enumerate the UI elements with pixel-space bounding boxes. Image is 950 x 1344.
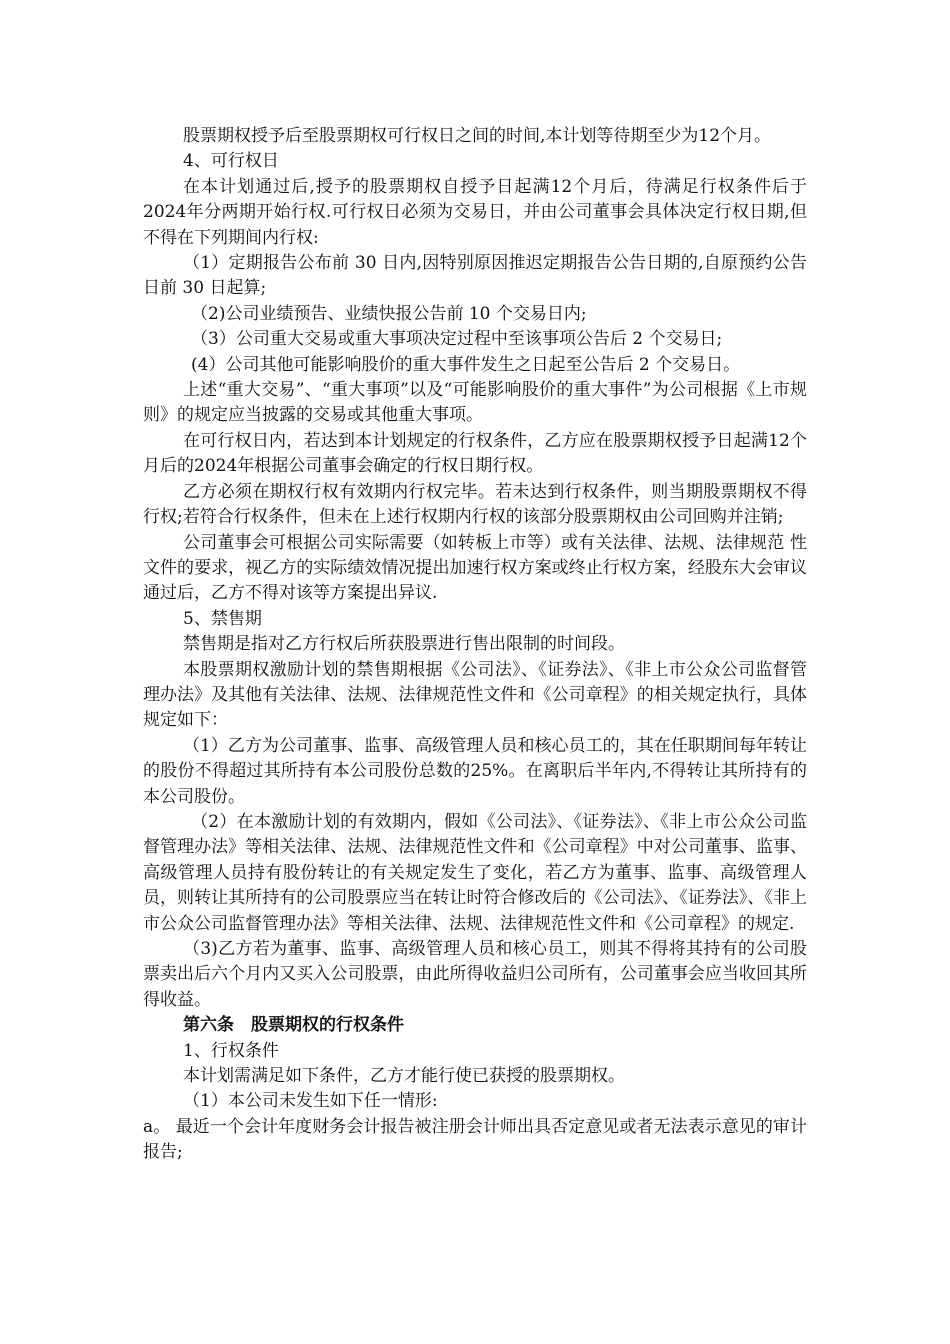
article-heading-exercise-conditions: 第六条 股票期权的行权条件 [183, 1015, 404, 1036]
section-heading-lockup: 5、禁售期 [183, 608, 262, 629]
section-heading-exercisable-date: 4、可行权日 [183, 151, 279, 172]
paragraph-exercisable-date: 在本计划通过后,授予的股票期权自授予日起满12个月后，待满足行权条件后于2024年分两期开始行权.可行权日必须为交易日，并由公司董事会具体决定行权日期,但不得在下列期间内行权: [143, 176, 807, 248]
paragraph-exercise-completion: 乙方必须在期权行权有效期内行权完毕。若未达到行权条件，则当期股票期权不得行权;若符合行权条件，但未在上述行权期内行权的该部分股票期权由公司回购并注销; [143, 481, 807, 528]
document-body [143, 124, 807, 1166]
list-item-condition-1: （1）本公司未发生如下任一情形: [183, 1091, 438, 1112]
paragraph-conditions-intro: 本计划需满足如下条件，乙方才能行使已获授的股票期权。 [183, 1066, 625, 1087]
list-item-restriction-1: （1）定期报告公布前 30 日内,因特别原因推迟定期报告公告日期的,自原预约公告日前 30 日起算; [143, 253, 807, 299]
list-item-condition-a: a。 最近一个会计年度财务会计报告被注册会计师出具否定意见或者无法表示意见的审计报告; [143, 1116, 807, 1163]
list-item-restriction-2: （2)公司业绩预告、业绩快报公告前 10 个交易日内; [191, 303, 587, 324]
list-item-lockup-1: （1）乙方为公司董事、监事、高级管理人员和核心员工的，其在任职期间每年转让的股份不得超过其所持有本公司股份总数的25%。在离职后半年内,不得转让其所持有的本公司股份。 [143, 735, 807, 807]
paragraph-exercise-timing: 在可行权日内，若达到本计划规定的行权条件，乙方应在股票期权授予日起满12个月后的2024年根据公司董事会确定的行权日期行权。 [143, 430, 807, 477]
paragraph-lockup-basis: 本股票期权激励计划的禁售期根据《公司法》、《证券法》、《非上市公众公司监督管理办法》及其他有关法律、法规、法律规范性文件和《公司章程》的相关规定执行，具体规定如下： [143, 659, 807, 731]
paragraph-waiting-period: 股票期权授予后至股票期权可行权日之间的时间,本计划等待期至少为12个月。 [183, 126, 772, 146]
paragraph-board-acceleration: 公司董事会可根据公司实际需要（如转板上市等）或有关法律、法规、法律规范 性文件的要求，视乙方的实际绩效情况提出加速行权方案或终止行权方案，经股东大会审议通过后，乙方不得对该等方案提出异议. [143, 532, 807, 604]
paragraph-major-events-definition: 上述“重大交易”、“重大事项”以及“可能影响股价的重大事件”为公司根据《上市规则》的规定应当披露的交易或其他重大事项。 [143, 380, 807, 426]
list-item-lockup-3: （3)乙方若为董事、监事、高级管理人员和核心员工，则其不得将其持有的公司股票卖出后六个月内又买入公司股票，由此所得收益归公司所有，公司董事会应当收回其所得收益。 [143, 939, 807, 1010]
paragraph-lockup-definition: 禁售期是指对乙方行权后所获股票进行售出限制的时间段。 [183, 634, 625, 655]
section-heading-exercise-conditions: 1、行权条件 [183, 1040, 279, 1061]
list-item-lockup-2: （2）在本激励计划的有效期内，假如《公司法》、《证券法》、《非上市公众公司监督管理办法》等相关法律、法规、法律规范性文件和《公司章程》中对公司董事、监事、高级管理人员持有股份转让的有关规定发生了变化，若乙方为董事、监事、高级管理人员，则转让其所持有的公司股票应当在转让时符合修改后的《公司法》、《证券法》、《非上市公众公司监督管理办法》等相关法律、法规、法律规范性文件和《公司章程》的规定. [143, 811, 807, 934]
list-item-restriction-4: (4）公司其他可能影响股价的重大事件发生之日起至公告后 2 个交易日。 [191, 354, 741, 375]
list-item-restriction-3: （3）公司重大交易或重大事项决定过程中至该事项公告后 2 个交易日; [191, 329, 723, 350]
